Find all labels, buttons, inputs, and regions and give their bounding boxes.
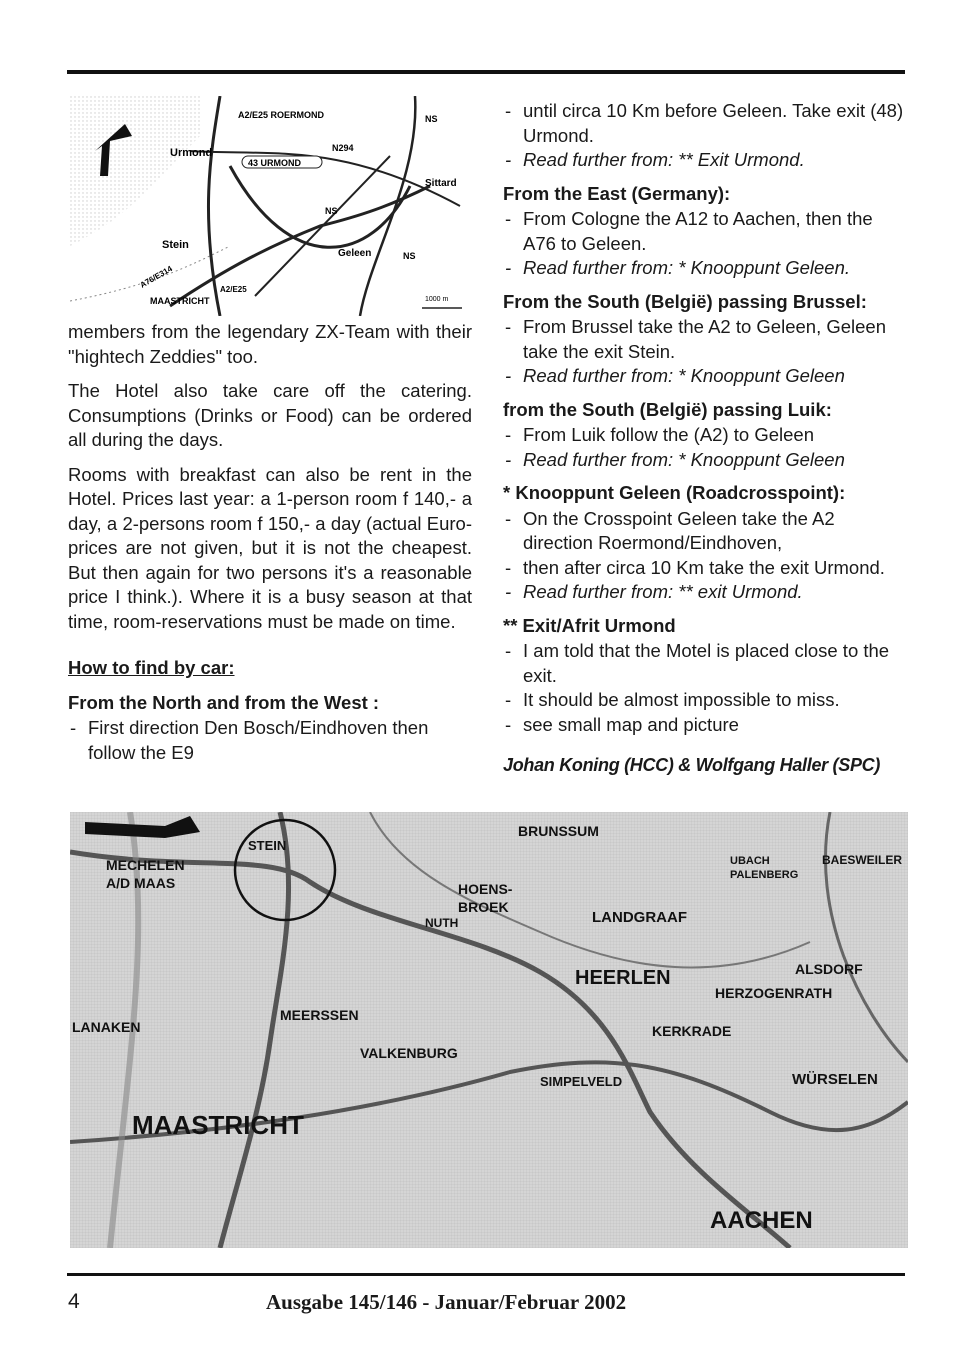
a2-label: A2/E25 bbox=[220, 285, 247, 294]
list-item: - Read further from: ** Exit Urmond. bbox=[503, 148, 909, 173]
list-item: - From Luik follow the (A2) to Geleen bbox=[503, 423, 909, 448]
list-item: - I am told that the Motel is placed close to the exit. bbox=[503, 639, 909, 688]
brunssum-label: BRUNSSUM bbox=[518, 823, 599, 839]
aachen-label: AACHEN bbox=[710, 1207, 813, 1234]
stein-label: Stein bbox=[162, 239, 189, 251]
geleen-label: Geleen bbox=[338, 248, 372, 259]
regional-map-svg bbox=[70, 812, 908, 1248]
bottom-rule bbox=[67, 1273, 905, 1276]
paragraph-rooms: Rooms with breakfast can also be rent in the Hotel. Prices last year: a 1-person room f 140,- a day, a 2-persons room f 150,- a day (actual Euro-prices are not given, but it is not the cheapest. But then again for two persons it's a reasonable price I think.). Where it is a busy season at that time, room-reservations must be made on time. bbox=[68, 463, 472, 632]
knooppunt-heading: * Knooppunt Geleen (Roadcrosspoint): bbox=[503, 482, 846, 503]
road-a2 bbox=[208, 96, 220, 316]
a76-label: A76/E314 bbox=[138, 264, 174, 290]
ns-mid-label: NS bbox=[325, 206, 338, 216]
how-to-find-heading: How to find by car: bbox=[68, 657, 235, 678]
list-item: - Read further from: * Knooppunt Geleen. bbox=[503, 256, 909, 281]
ubach-label-2: PALENBERG bbox=[730, 869, 799, 881]
list-item: - see small map and picture bbox=[503, 713, 909, 738]
ns-low-label: NS bbox=[403, 251, 416, 261]
nuth-label: NUTH bbox=[425, 916, 459, 930]
meerssen-label: MEERSSEN bbox=[280, 1007, 359, 1023]
list-item: - Read further from: ** exit Urmond. bbox=[503, 580, 909, 605]
east-list bbox=[503, 207, 909, 281]
left-column bbox=[68, 320, 472, 765]
south-luik-heading: from the South (België) passing Luik: bbox=[503, 398, 832, 420]
valkenburg-label: VALKENBURG bbox=[360, 1045, 458, 1061]
heerlen-label: HEERLEN bbox=[575, 967, 671, 989]
issue-title: Ausgabe 145/146 - Januar/Februar 2002 bbox=[266, 1290, 627, 1314]
east-heading: From the East (Germany): bbox=[503, 182, 731, 204]
north-west-heading: From the North and from the West : bbox=[68, 691, 380, 713]
list-item: - then after circa 10 Km take the exit Urmond. bbox=[503, 556, 909, 581]
stein-label: STEIN bbox=[248, 838, 287, 853]
right-column bbox=[503, 99, 909, 778]
urmond-label: Urmond bbox=[170, 147, 213, 159]
maastricht-label: MAASTRICHT bbox=[150, 296, 210, 306]
list-item: - From Brussel take the A2 to Geleen, Geleen take the exit Stein. bbox=[503, 315, 909, 364]
exit-urmond-heading: ** Exit/Afrit Urmond bbox=[503, 614, 676, 636]
simpelveld-label: SIMPELVELD bbox=[540, 1074, 623, 1089]
sittard-label: Sittard bbox=[425, 178, 457, 189]
location-map bbox=[70, 96, 470, 316]
south-brussel-heading: From the South (België) passing Brussel: bbox=[503, 290, 867, 312]
author-credit: Johan Koning (HCC) & Wolfgang Haller (SPC) bbox=[503, 755, 881, 775]
list-item: - Read further from: * Knooppunt Geleen bbox=[503, 448, 909, 473]
regional-map bbox=[70, 812, 908, 1248]
hoensbroek-label-2: BROEK bbox=[458, 899, 509, 915]
border-line bbox=[70, 246, 230, 301]
river-area bbox=[70, 96, 200, 246]
north-west-list-continued bbox=[503, 99, 909, 173]
mechelen-label: MECHELEN bbox=[106, 857, 185, 873]
ns-top-label: NS bbox=[425, 114, 438, 124]
list-item: - It should be almost impossible to miss. bbox=[503, 688, 909, 713]
lanaken-label: LANAKEN bbox=[72, 1019, 141, 1035]
list-item: - First direction Den Bosch/Eindhoven then follow the E9 bbox=[68, 716, 472, 765]
list-item: - From Cologne the A12 to Aachen, then the A76 to Geleen. bbox=[503, 207, 909, 256]
herzogenrath-label: HERZOGENRATH bbox=[715, 985, 833, 1001]
maastricht-label: MAASTRICHT bbox=[132, 1110, 304, 1140]
south-luik-list bbox=[503, 423, 909, 472]
knooppunt-list bbox=[503, 507, 909, 605]
location-map-svg bbox=[70, 96, 470, 316]
baesweiler-label: BAESWEILER bbox=[822, 853, 903, 867]
south-brussel-list bbox=[503, 315, 909, 389]
kerkrade-label: KERKRADE bbox=[652, 1023, 732, 1039]
road-n294 bbox=[190, 151, 460, 206]
n294-label: N294 bbox=[332, 143, 354, 153]
alsdorf-label: ALSDORF bbox=[795, 961, 863, 977]
adm-label: A/D MAAS bbox=[106, 875, 176, 891]
list-item: - until circa 10 Km before Geleen. Take exit (48) Urmond. bbox=[503, 99, 909, 148]
scale-label: 1000 m bbox=[425, 296, 449, 303]
exit-label: 43 URMOND bbox=[248, 158, 302, 168]
roermond-label: A2/E25 ROERMOND bbox=[238, 110, 325, 120]
exit-urmond-list bbox=[503, 639, 909, 737]
list-item: - On the Crosspoint Geleen take the A2 direction Roermond/Eindhoven, bbox=[503, 507, 909, 556]
paragraph-zx-team: members from the legendary ZX-Team with their "hightech Zeddies" too. bbox=[68, 321, 472, 367]
hoensbroek-label-1: HOENS- bbox=[458, 881, 513, 897]
top-rule bbox=[67, 70, 905, 74]
list-item: - Read further from: * Knooppunt Geleen bbox=[503, 364, 909, 389]
wurselen-label: WÜRSELEN bbox=[792, 1071, 878, 1088]
ubach-label-1: UBACH bbox=[730, 855, 770, 867]
landgraaf-label: LANDGRAAF bbox=[592, 909, 687, 926]
page-number: 4 bbox=[68, 1290, 80, 1313]
paragraph-catering: The Hotel also take care off the catering. Consumptions (Drinks or Food) can be ordered all during the days. bbox=[68, 380, 472, 450]
north-west-list bbox=[68, 716, 472, 765]
